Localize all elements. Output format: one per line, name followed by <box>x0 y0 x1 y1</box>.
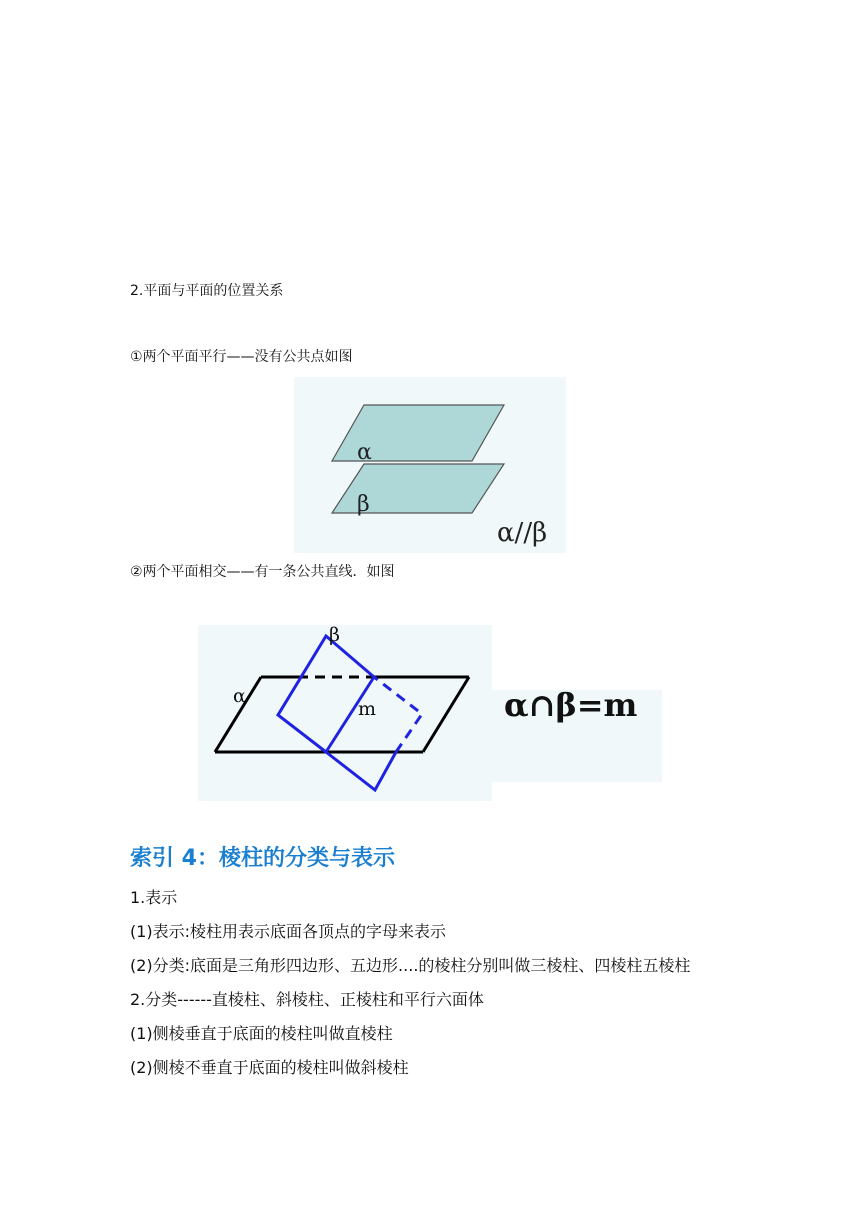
beta-label: β <box>357 492 370 517</box>
m-label: m <box>358 698 377 720</box>
intersection-caption-box <box>492 690 662 782</box>
alpha-label: α <box>233 685 246 707</box>
intersecting-planes-text: ②两个平面相交——有一条公共直线．如图 <box>130 564 395 580</box>
intersection-caption: α∩β=m <box>504 690 638 724</box>
index4-heading: 索引 4：棱柱的分类与表示 <box>130 846 395 871</box>
parallel-planes-text: ①两个平面平行——没有公共点如图 <box>130 349 353 365</box>
beta-label: β <box>329 625 340 646</box>
alpha-label: α <box>357 440 372 465</box>
prism-line-1: 1.表示 <box>130 888 178 907</box>
prism-line-6: (2)侧棱不垂直于底面的棱柱叫做斜棱柱 <box>130 1058 409 1077</box>
section-title: 2.平面与平面的位置关系 <box>130 283 284 299</box>
parallel-planes-figure <box>294 377 566 553</box>
prism-line-2: (1)表示:棱柱用表示底面各顶点的字母来表示 <box>130 922 447 941</box>
intersecting-planes-figure <box>198 625 492 801</box>
parallel-caption: α//β <box>497 518 548 548</box>
prism-line-3: (2)分类:底面是三角形四边形、五边形....的棱柱分别叫做三棱柱、四棱柱五棱柱 <box>130 956 691 975</box>
prism-line-4: 2.分类------直棱柱、斜棱柱、正棱柱和平行六面体 <box>130 990 484 1009</box>
prism-line-5: (1)侧棱垂直于底面的棱柱叫做直棱柱 <box>130 1024 393 1043</box>
